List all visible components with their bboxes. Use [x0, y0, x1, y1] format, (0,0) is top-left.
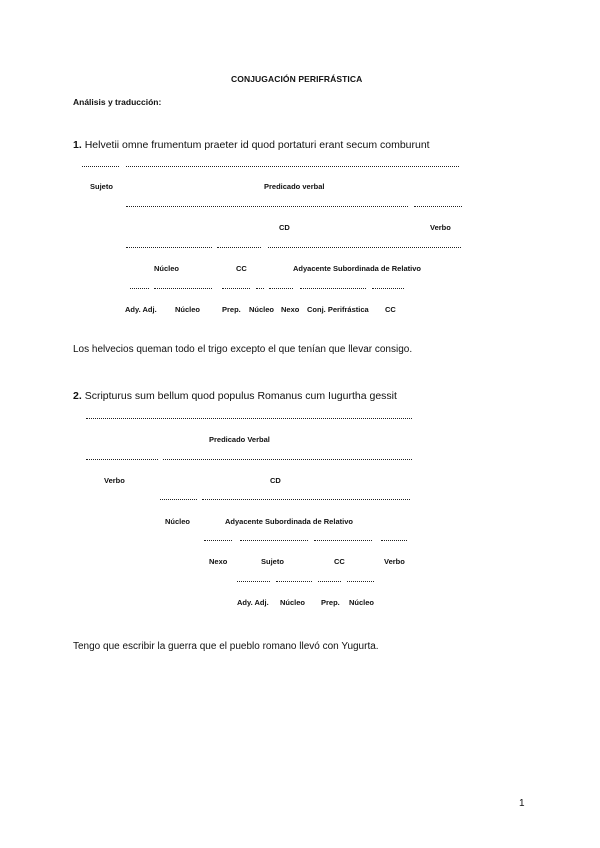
exercise-1-sentence	[73, 139, 430, 151]
analysis-line	[126, 206, 408, 207]
analysis-line	[300, 288, 366, 289]
label-predicado-verbal: Predicado Verbal	[209, 435, 270, 444]
analysis-line	[82, 166, 119, 167]
analysis-line	[256, 288, 264, 289]
analysis-line	[86, 459, 158, 460]
analysis-line	[217, 247, 261, 248]
label-verbo: Verbo	[430, 223, 451, 232]
label-sujeto: Sujeto	[90, 182, 113, 191]
analysis-line	[318, 581, 341, 582]
label-cc: CC	[385, 305, 396, 314]
analysis-line	[126, 166, 459, 167]
label-cd: CD	[279, 223, 290, 232]
analysis-line	[130, 288, 149, 289]
page-number: 1	[519, 798, 525, 809]
analysis-line	[268, 247, 461, 248]
exercise-1-latin: Helvetii omne frumentum praeter id quod portaturi erant secum comburunt	[84, 139, 430, 151]
analysis-line	[414, 206, 462, 207]
analysis-line	[160, 499, 197, 500]
label-adyacente: Adyacente Subordinada de Relativo	[293, 264, 421, 273]
page-title: CONJUGACIÓN PERIFRÁSTICA	[231, 74, 363, 84]
label-ady-adj: Ady. Adj.	[237, 598, 269, 607]
analysis-line	[204, 540, 232, 541]
analysis-line	[86, 418, 412, 419]
label-verbo: Verbo	[104, 476, 125, 485]
exercise-2-latin: Scripturus sum bellum quod populus Romanus cum Iugurtha gessit	[84, 390, 397, 402]
exercise-2-translation: Tengo que escribir la guerra que el pueblo romano llevó con Yugurta.	[73, 641, 379, 652]
analysis-line	[276, 581, 312, 582]
analysis-line	[269, 288, 293, 289]
label-nexo: Nexo	[281, 305, 300, 314]
label-cc: CC	[334, 557, 345, 566]
label-nexo: Nexo	[209, 557, 228, 566]
label-nucleo: Núcleo	[249, 305, 275, 314]
analysis-line	[126, 247, 212, 248]
analysis-line	[154, 288, 212, 289]
label-verbo: Verbo	[384, 557, 405, 566]
label-prep: Prep.	[321, 598, 340, 607]
label-prep: Prep.	[222, 305, 241, 314]
exercise-1-number: 1.	[73, 139, 82, 151]
exercise-2-sentence	[73, 390, 397, 402]
label-ady-adj: Ady. Adj.	[125, 305, 157, 314]
analysis-line	[372, 288, 404, 289]
label-nucleo: Núcleo	[349, 598, 375, 607]
section-heading: Análisis y traducción:	[73, 97, 162, 107]
label-nucleo: Núcleo	[280, 598, 306, 607]
label-conj-perifrastica: Conj. Perifrástica	[307, 305, 369, 314]
analysis-line	[237, 581, 270, 582]
label-nucleo: Núcleo	[175, 305, 201, 314]
analysis-line	[240, 540, 308, 541]
analysis-line	[202, 499, 410, 500]
analysis-line	[314, 540, 372, 541]
analysis-line	[222, 288, 250, 289]
exercise-2-number: 2.	[73, 390, 82, 402]
exercise-1-translation: Los helvecios queman todo el trigo excepto el que tenían que llevar consigo.	[73, 344, 413, 355]
label-nucleo: Núcleo	[165, 517, 191, 526]
analysis-line	[163, 459, 412, 460]
label-adyacente: Adyacente Subordinada de Relativo	[225, 517, 353, 526]
label-predicado-verbal: Predicado verbal	[264, 182, 325, 191]
analysis-line	[381, 540, 407, 541]
label-cd: CD	[270, 476, 281, 485]
label-sujeto: Sujeto	[261, 557, 284, 566]
label-cc: CC	[236, 264, 247, 273]
analysis-line	[347, 581, 374, 582]
label-nucleo: Núcleo	[154, 264, 180, 273]
